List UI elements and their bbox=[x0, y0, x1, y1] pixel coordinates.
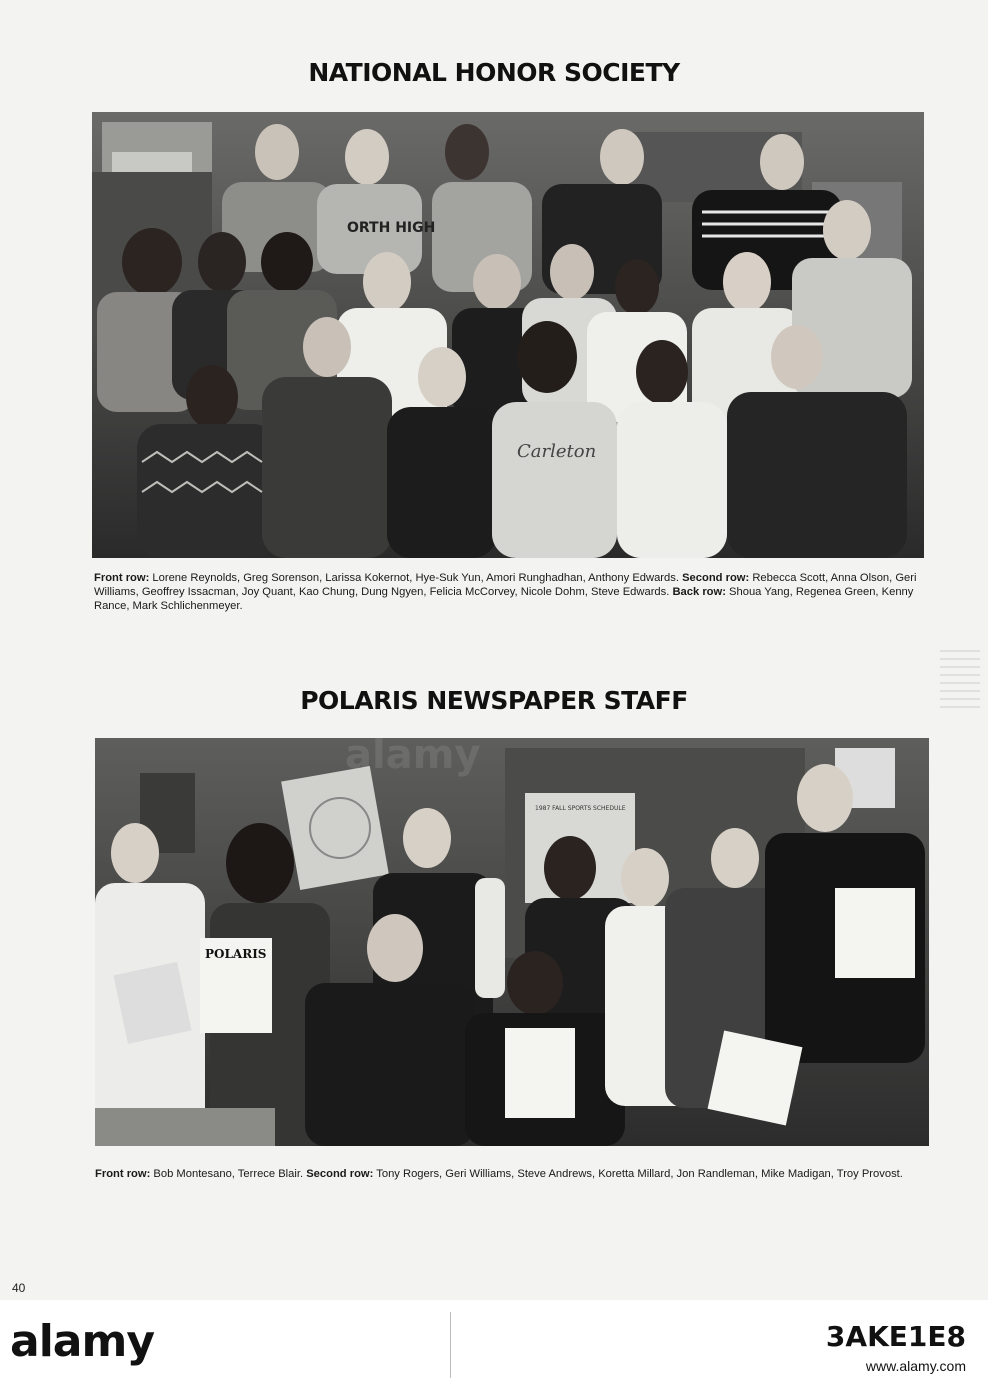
photo-newspaper-staff-art bbox=[95, 738, 929, 1146]
watermark-url: www.alamy.com bbox=[865, 1358, 966, 1374]
bleed-through-text bbox=[940, 650, 980, 710]
caption-label: Front row: bbox=[94, 572, 150, 584]
alamy-logo: alamy bbox=[10, 1316, 154, 1367]
photo-newspaper-staff bbox=[95, 738, 929, 1146]
footer-divider bbox=[450, 1312, 451, 1378]
caption-label: Second row: bbox=[306, 1168, 374, 1180]
caption-names: Bob Montesano, Terrece Blair. bbox=[150, 1168, 307, 1180]
photo-schedule-text: 1987 FALL SPORTS SCHEDULE bbox=[535, 805, 626, 812]
section-title-newspaper-staff: POLARIS NEWSPAPER STAFF bbox=[300, 686, 688, 715]
photo-polaris-text: POLARIS bbox=[205, 947, 267, 961]
photo-honor-society-art bbox=[92, 112, 924, 558]
caption-names: Tony Rogers, Geri Williams, Steve Andrews, Koretta Millard, Jon Randleman, Mike Madigan, Troy Provost. bbox=[373, 1168, 903, 1180]
caption-names: Rebecca Scott, Anna Olson, Geri Williams, Geoffrey Issacman, Joy Quant, Kao Chung, Dung Ngyen, Felicia McCorvey, Nicole Dohm, Steve Edwards. bbox=[94, 572, 917, 598]
caption-names: Lorene Reynolds, Greg Sorenson, Larissa Kokernot, Hye-Suk Yun, Amori Runghadhan, Anthony Edwards. bbox=[149, 572, 683, 584]
caption-label: Back row: bbox=[672, 586, 726, 598]
caption-label: Second row: bbox=[682, 572, 750, 584]
photo-honor-society bbox=[92, 112, 924, 558]
caption-honor-society bbox=[94, 571, 924, 613]
caption-label: Front row: bbox=[95, 1168, 151, 1180]
photo-carleton-text: Carleton bbox=[517, 441, 597, 462]
image-id: 3AKE1E8 bbox=[825, 1320, 966, 1353]
caption-names: Shoua Yang, Regenea Green, Kenny Rance, Mark Schlichenmeyer. bbox=[94, 586, 914, 612]
section-title-honor-society: NATIONAL HONOR SOCIETY bbox=[308, 58, 680, 87]
page-number: 40 bbox=[12, 1281, 26, 1295]
caption-newspaper-staff bbox=[95, 1167, 927, 1181]
svg-text:alamy: alamy bbox=[345, 738, 481, 778]
photo-sweatshirt-text: ORTH HIGH bbox=[347, 220, 436, 236]
